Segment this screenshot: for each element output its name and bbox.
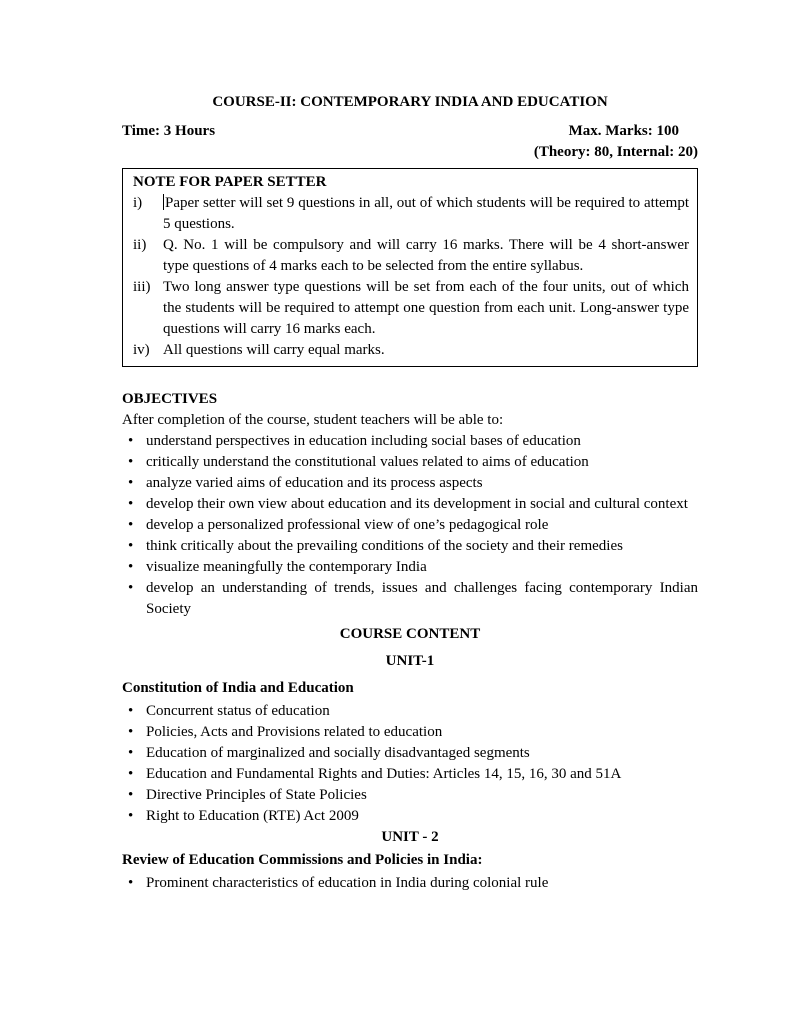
list-item: • develop a personalized professional view of one’s pedagogical role bbox=[122, 515, 698, 536]
note-heading: NOTE FOR PAPER SETTER bbox=[133, 174, 327, 190]
list-item: • Education and Fundamental Rights and Duties: Articles 14, 15, 16, 30 and 51A bbox=[122, 764, 698, 785]
bullet-icon: • bbox=[128, 559, 134, 575]
note-item bbox=[133, 193, 689, 235]
max-marks: Max. Marks: 100 bbox=[568, 123, 679, 139]
objectives-intro: After completion of the course, student teachers will be able to: bbox=[122, 412, 504, 428]
note-item bbox=[133, 277, 689, 340]
bullet-icon: • bbox=[128, 703, 134, 719]
note-text: Two long answer type questions will be set from each of the four units, out of which the students will be required to attempt one question from each unit. Long-answer type questions will carry 16 marks each. bbox=[163, 279, 689, 337]
time-marks-row bbox=[122, 121, 698, 163]
list-item: • develop their own view about education and its development in social and cultural context bbox=[122, 494, 698, 515]
note-number: ii) bbox=[133, 237, 147, 253]
bullet-icon: • bbox=[128, 433, 134, 449]
bullet-icon: • bbox=[128, 475, 134, 491]
list-item: • Education of marginalized and socially disadvantaged segments bbox=[122, 743, 698, 764]
bullet-icon: • bbox=[128, 808, 134, 824]
course-title: COURSE-II: CONTEMPORARY INDIA AND EDUCATION bbox=[212, 94, 608, 110]
list-item: • analyze varied aims of education and its process aspects bbox=[122, 473, 698, 494]
bullet-icon: • bbox=[128, 766, 134, 782]
list-item: • visualize meaningfully the contemporary India bbox=[122, 557, 698, 578]
note-number: iii) bbox=[133, 279, 151, 295]
bullet-icon: • bbox=[128, 724, 134, 740]
list-item: • Prominent characteristics of education in India during colonial rule bbox=[122, 873, 698, 894]
list-item: • Right to Education (RTE) Act 2009 bbox=[122, 806, 698, 827]
time-label: Time: 3 Hours bbox=[122, 123, 216, 139]
bullet-icon: • bbox=[128, 517, 134, 533]
bullet-icon: • bbox=[128, 454, 134, 470]
unit2-label: UNIT - 2 bbox=[381, 829, 439, 845]
list-item: • Concurrent status of education bbox=[122, 701, 698, 722]
course-content-heading: COURSE CONTENT bbox=[339, 626, 481, 642]
bullet-icon: • bbox=[128, 875, 134, 891]
unit1-label: UNIT-1 bbox=[385, 653, 435, 669]
list-item: • critically understand the constitutional values related to aims of education bbox=[122, 452, 698, 473]
unit1-heading: Constitution of India and Education bbox=[122, 680, 354, 696]
list-item: • Directive Principles of State Policies bbox=[122, 785, 698, 806]
note-text: Paper setter will set 9 questions in all, out of which students will be required to attempt 5 questions. bbox=[163, 195, 689, 232]
text-cursor bbox=[163, 194, 164, 210]
list-item: • develop an understanding of trends, issues and challenges facing contemporary Indian Society bbox=[122, 578, 698, 620]
note-number: i) bbox=[133, 195, 143, 211]
list-item: • Policies, Acts and Provisions related to education bbox=[122, 722, 698, 743]
note-list bbox=[133, 193, 689, 361]
note-text: Q. No. 1 will be compulsory and will carry 16 marks. There will be 4 short-answer type questions of 4 marks each to be selected from the entire syllabus. bbox=[163, 237, 689, 274]
bullet-icon: • bbox=[128, 580, 134, 596]
bullet-icon: • bbox=[128, 787, 134, 803]
unit2-list bbox=[122, 873, 698, 894]
note-text: All questions will carry equal marks. bbox=[163, 342, 385, 358]
note-item bbox=[133, 340, 689, 361]
objectives-list bbox=[122, 431, 698, 620]
bullet-icon: • bbox=[128, 745, 134, 761]
objectives-heading: OBJECTIVES bbox=[122, 391, 218, 407]
list-item: • think critically about the prevailing conditions of the society and their remedies bbox=[122, 536, 698, 557]
note-item bbox=[133, 235, 689, 277]
note-box bbox=[122, 168, 698, 367]
unit1-list bbox=[122, 701, 698, 827]
bullet-icon: • bbox=[128, 496, 134, 512]
unit2-heading: Review of Education Commissions and Policies in India: bbox=[122, 852, 483, 868]
note-number: iv) bbox=[133, 342, 150, 358]
document-page bbox=[122, 92, 698, 894]
list-item: • understand perspectives in education including social bases of education bbox=[122, 431, 698, 452]
marks-split: (Theory: 80, Internal: 20) bbox=[533, 144, 698, 160]
marks-block bbox=[534, 121, 698, 163]
bullet-icon: • bbox=[128, 538, 134, 554]
